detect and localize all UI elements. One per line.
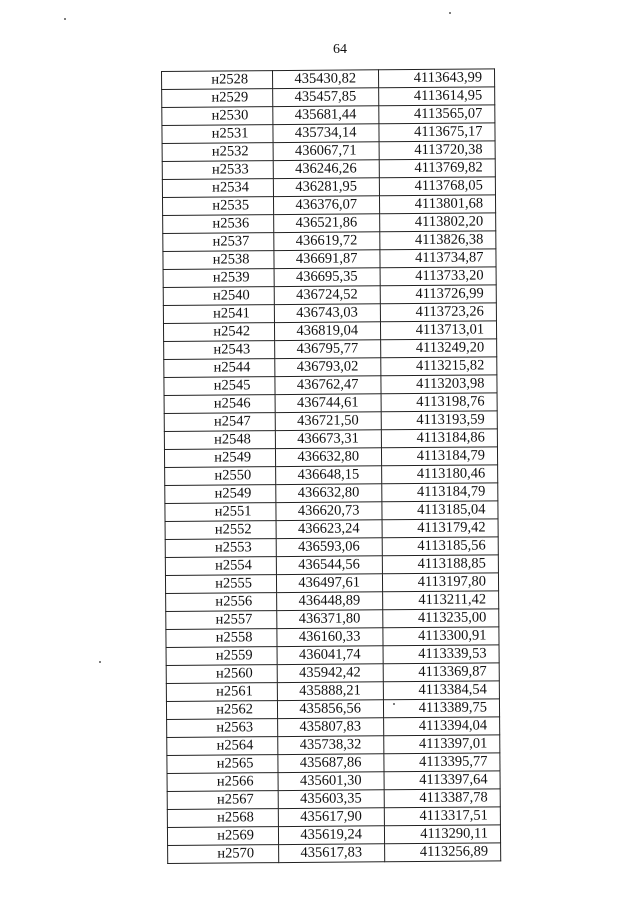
- point-id-cell: н2532: [162, 143, 273, 162]
- y-coordinate-cell: 4113734,87: [380, 249, 496, 268]
- point-id-cell: н2541: [163, 305, 274, 324]
- y-coordinate-cell: 4113826,38: [380, 231, 496, 250]
- y-coordinate-cell: 4113193,59: [381, 411, 497, 430]
- table-row: [162, 195, 495, 216]
- table-row: [162, 69, 495, 90]
- point-id-cell: н2538: [163, 251, 274, 270]
- table-row: [164, 447, 497, 468]
- x-coordinate-cell: 436819,04: [274, 322, 380, 341]
- point-id-cell: н2537: [163, 233, 274, 252]
- x-coordinate-cell: 436793,02: [275, 358, 381, 377]
- point-id-cell: н2534: [162, 179, 273, 198]
- y-coordinate-cell: 4113290,11: [384, 825, 500, 844]
- point-id-cell: н2542: [163, 323, 274, 342]
- x-coordinate-cell: 435603,35: [278, 790, 384, 809]
- table-row: [162, 177, 495, 198]
- y-coordinate-cell: 4113215,82: [381, 357, 497, 376]
- point-id-cell: н2539: [163, 269, 274, 288]
- point-id-cell: н2557: [166, 611, 277, 630]
- x-coordinate-cell: 436762,47: [275, 376, 381, 395]
- table-row: [166, 699, 499, 720]
- x-coordinate-cell: 435687,86: [278, 754, 384, 773]
- x-coordinate-cell: 436544,56: [276, 556, 382, 575]
- x-coordinate-cell: 435617,90: [278, 808, 384, 827]
- y-coordinate-cell: 4113394,04: [384, 717, 500, 736]
- coordinates-table: [161, 68, 501, 864]
- y-coordinate-cell: 4113768,05: [379, 177, 495, 196]
- table-row: [163, 213, 496, 234]
- table-row: [167, 807, 500, 828]
- y-coordinate-cell: 4113180,46: [382, 465, 498, 484]
- x-coordinate-cell: 436724,52: [274, 286, 380, 305]
- y-coordinate-cell: 4113720,38: [379, 141, 495, 160]
- point-id-cell: н2530: [162, 107, 273, 126]
- x-coordinate-cell: 435457,85: [273, 88, 379, 107]
- point-id-cell: н2551: [165, 503, 276, 522]
- y-coordinate-cell: 4113733,20: [380, 267, 496, 286]
- table-row: [165, 555, 498, 576]
- point-id-cell: н2562: [166, 701, 277, 720]
- table-row: [163, 303, 496, 324]
- point-id-cell: н2553: [165, 539, 276, 558]
- table-row: [162, 123, 495, 144]
- table-row: [167, 771, 500, 792]
- table-row: [165, 573, 498, 594]
- table-row: [167, 825, 500, 846]
- point-id-cell: н2552: [165, 521, 276, 540]
- y-coordinate-cell: 4113198,76: [381, 393, 497, 412]
- y-coordinate-cell: 4113203,98: [381, 375, 497, 394]
- x-coordinate-cell: 436593,06: [276, 538, 382, 557]
- point-id-cell: н2540: [163, 287, 274, 306]
- table-row: [165, 465, 498, 486]
- coordinates-table-body: [162, 69, 501, 864]
- point-id-cell: н2567: [167, 791, 278, 810]
- table-row: [164, 375, 497, 396]
- y-coordinate-cell: 4113395,77: [384, 753, 500, 772]
- table-row: [165, 483, 498, 504]
- page-number: 64: [333, 42, 347, 57]
- x-coordinate-cell: 436632,80: [275, 448, 381, 467]
- x-coordinate-cell: 435681,44: [273, 106, 379, 125]
- point-id-cell: н2528: [162, 71, 273, 90]
- table-row: [163, 231, 496, 252]
- x-coordinate-cell: 436632,80: [276, 484, 382, 503]
- y-coordinate-cell: 4113801,68: [379, 195, 495, 214]
- point-id-cell: н2548: [164, 431, 275, 450]
- point-id-cell: н2570: [168, 845, 279, 864]
- x-coordinate-cell: 436648,15: [276, 466, 382, 485]
- table-row: [162, 159, 495, 180]
- table-row: [164, 357, 497, 378]
- table-row: [166, 609, 499, 630]
- x-coordinate-cell: 436246,26: [273, 160, 379, 179]
- point-id-cell: н2546: [164, 395, 275, 414]
- x-coordinate-cell: 435856,56: [277, 700, 383, 719]
- point-id-cell: н2536: [163, 215, 274, 234]
- table-row: [166, 663, 499, 684]
- y-coordinate-cell: 4113726,99: [380, 285, 496, 304]
- table-row: [167, 789, 500, 810]
- point-id-cell: н2547: [164, 413, 275, 432]
- x-coordinate-cell: 436521,86: [274, 214, 380, 233]
- point-id-cell: н2554: [165, 557, 276, 576]
- table-row: [163, 285, 496, 306]
- table-row: [165, 501, 498, 522]
- y-coordinate-cell: 4113300,91: [383, 627, 499, 646]
- x-coordinate-cell: 435738,32: [278, 736, 384, 755]
- table-row: [166, 681, 499, 702]
- x-coordinate-cell: 436744,61: [275, 394, 381, 413]
- x-coordinate-cell: 435617,83: [279, 844, 385, 863]
- point-id-cell: н2566: [167, 773, 278, 792]
- x-coordinate-cell: 436281,95: [273, 178, 379, 197]
- point-id-cell: н2531: [162, 125, 273, 144]
- point-id-cell: н2544: [164, 359, 275, 378]
- x-coordinate-cell: 436041,74: [277, 646, 383, 665]
- point-id-cell: н2564: [167, 737, 278, 756]
- scan-speck: [393, 703, 395, 705]
- y-coordinate-cell: 4113769,82: [379, 159, 495, 178]
- x-coordinate-cell: 435942,42: [277, 664, 383, 683]
- table-row: [167, 735, 500, 756]
- point-id-cell: н2565: [167, 755, 278, 774]
- table-row: [163, 321, 496, 342]
- x-coordinate-cell: 436695,35: [274, 268, 380, 287]
- x-coordinate-cell: 436067,71: [273, 142, 379, 161]
- table-row: [166, 627, 499, 648]
- y-coordinate-cell: 4113235,00: [383, 609, 499, 628]
- point-id-cell: н2561: [166, 683, 277, 702]
- y-coordinate-cell: 4113179,42: [382, 519, 498, 538]
- table-row: [166, 645, 499, 666]
- scan-speck: [99, 661, 101, 663]
- x-coordinate-cell: 436691,87: [274, 250, 380, 269]
- x-coordinate-cell: 435888,21: [277, 682, 383, 701]
- y-coordinate-cell: 4113256,89: [385, 843, 501, 862]
- y-coordinate-cell: 4113614,95: [379, 87, 495, 106]
- point-id-cell: н2549: [164, 449, 275, 468]
- table-row: [162, 141, 495, 162]
- point-id-cell: н2529: [162, 89, 273, 108]
- x-coordinate-cell: 435734,14: [273, 124, 379, 143]
- x-coordinate-cell: 436497,61: [276, 574, 382, 593]
- y-coordinate-cell: 4113184,86: [381, 429, 497, 448]
- scan-speck: [64, 18, 66, 20]
- x-coordinate-cell: 436673,31: [275, 430, 381, 449]
- table-row: [166, 591, 499, 612]
- y-coordinate-cell: 4113184,79: [381, 447, 497, 466]
- y-coordinate-cell: 4113389,75: [383, 699, 499, 718]
- point-id-cell: н2550: [165, 467, 276, 486]
- y-coordinate-cell: 4113185,56: [382, 537, 498, 556]
- point-id-cell: н2545: [164, 377, 275, 396]
- x-coordinate-cell: 435807,83: [278, 718, 384, 737]
- y-coordinate-cell: 4113802,20: [380, 213, 496, 232]
- y-coordinate-cell: 4113369,87: [383, 663, 499, 682]
- point-id-cell: н2559: [166, 647, 277, 666]
- y-coordinate-cell: 4113317,51: [384, 807, 500, 826]
- table-row: [167, 717, 500, 738]
- x-coordinate-cell: 436448,89: [277, 592, 383, 611]
- point-id-cell: н2549: [165, 485, 276, 504]
- x-coordinate-cell: 436721,50: [275, 412, 381, 431]
- x-coordinate-cell: 436623,24: [276, 520, 382, 539]
- y-coordinate-cell: 4113387,78: [384, 789, 500, 808]
- y-coordinate-cell: 4113185,04: [382, 501, 498, 520]
- point-id-cell: н2533: [162, 161, 273, 180]
- y-coordinate-cell: 4113184,79: [382, 483, 498, 502]
- y-coordinate-cell: 4113197,80: [382, 573, 498, 592]
- y-coordinate-cell: 4113211,42: [383, 591, 499, 610]
- table-row: [164, 429, 497, 450]
- x-coordinate-cell: 436620,73: [276, 502, 382, 521]
- scan-speck: [449, 12, 451, 14]
- table-row: [164, 393, 497, 414]
- point-id-cell: н2569: [167, 827, 278, 846]
- point-id-cell: н2560: [166, 665, 277, 684]
- point-id-cell: н2555: [165, 575, 276, 594]
- table-row: [162, 105, 495, 126]
- y-coordinate-cell: 4113643,99: [378, 69, 494, 88]
- point-id-cell: н2558: [166, 629, 277, 648]
- x-coordinate-cell: 435430,82: [273, 70, 379, 89]
- x-coordinate-cell: 436619,72: [274, 232, 380, 251]
- y-coordinate-cell: 4113249,20: [381, 339, 497, 358]
- point-id-cell: н2535: [162, 197, 273, 216]
- y-coordinate-cell: 4113723,26: [380, 303, 496, 322]
- x-coordinate-cell: 436743,03: [274, 304, 380, 323]
- table-row: [164, 411, 497, 432]
- table-row: [163, 249, 496, 270]
- y-coordinate-cell: 4113188,85: [382, 555, 498, 574]
- point-id-cell: н2543: [164, 341, 275, 360]
- point-id-cell: н2568: [167, 809, 278, 828]
- y-coordinate-cell: 4113397,01: [384, 735, 500, 754]
- point-id-cell: н2556: [166, 593, 277, 612]
- table-row: [167, 753, 500, 774]
- x-coordinate-cell: 436376,07: [273, 196, 379, 215]
- y-coordinate-cell: 4113397,64: [384, 771, 500, 790]
- table-row: [164, 339, 497, 360]
- point-id-cell: н2563: [167, 719, 278, 738]
- table-row: [163, 267, 496, 288]
- y-coordinate-cell: 4113713,01: [380, 321, 496, 340]
- x-coordinate-cell: 435619,24: [278, 826, 384, 845]
- table-row: [168, 843, 501, 864]
- table-row: [165, 519, 498, 540]
- table-row: [165, 537, 498, 558]
- x-coordinate-cell: 436371,80: [277, 610, 383, 629]
- x-coordinate-cell: 436795,77: [275, 340, 381, 359]
- y-coordinate-cell: 4113339,53: [383, 645, 499, 664]
- y-coordinate-cell: 4113565,07: [379, 105, 495, 124]
- x-coordinate-cell: 436160,33: [277, 628, 383, 647]
- y-coordinate-cell: 4113675,17: [379, 123, 495, 142]
- table-row: [162, 87, 495, 108]
- x-coordinate-cell: 435601,30: [278, 772, 384, 791]
- y-coordinate-cell: 4113384,54: [383, 681, 499, 700]
